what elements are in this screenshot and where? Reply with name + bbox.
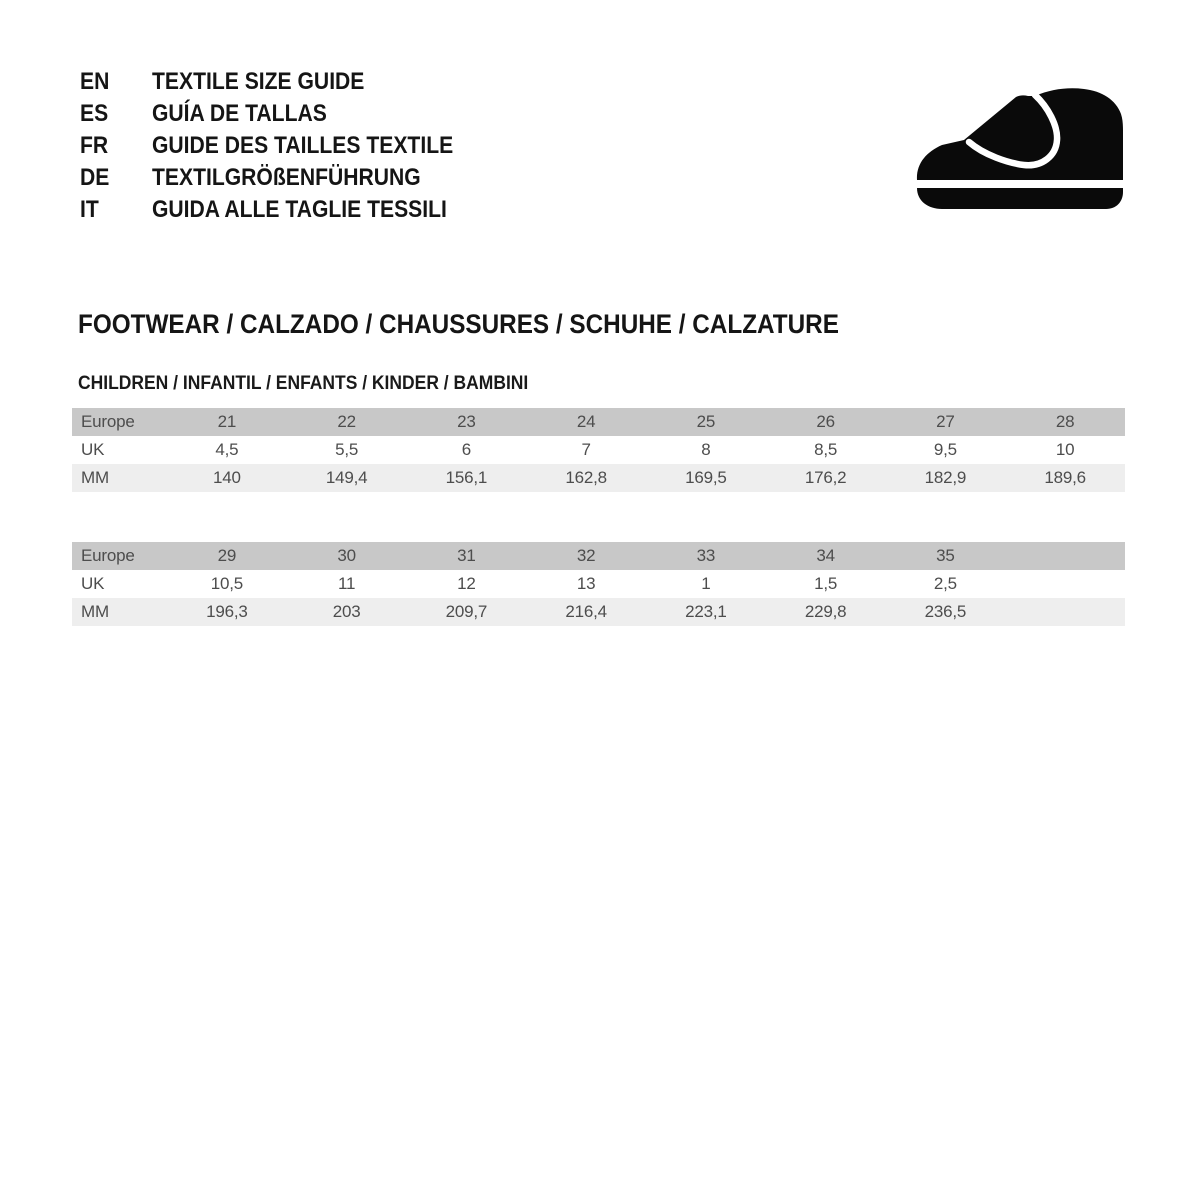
language-code: DE bbox=[80, 164, 110, 191]
table-row-uk bbox=[72, 436, 1125, 464]
size-cell: 189,6 bbox=[1005, 464, 1125, 492]
size-cell: 6 bbox=[407, 436, 527, 464]
size-cell: 162,8 bbox=[526, 464, 646, 492]
children-shoe-icon bbox=[916, 76, 1124, 211]
row-label: MM bbox=[72, 598, 167, 626]
size-cell: 203 bbox=[287, 598, 407, 626]
size-cell bbox=[1005, 598, 1125, 626]
size-cell: 229,8 bbox=[766, 598, 886, 626]
size-cell: 10 bbox=[1005, 436, 1125, 464]
language-title: GUIDE DES TAILLES TEXTILE bbox=[152, 132, 454, 159]
children-size-table-1 bbox=[72, 408, 1125, 492]
size-cell: 4,5 bbox=[167, 436, 287, 464]
size-cell: 33 bbox=[646, 542, 766, 570]
size-cell: 35 bbox=[886, 542, 1006, 570]
size-cell: 30 bbox=[287, 542, 407, 570]
language-line bbox=[80, 98, 494, 130]
row-label: UK bbox=[72, 436, 167, 464]
size-cell: 8,5 bbox=[766, 436, 886, 464]
size-cell bbox=[1005, 570, 1125, 598]
size-cell: 182,9 bbox=[886, 464, 1006, 492]
row-label: UK bbox=[72, 570, 167, 598]
table-row-mm bbox=[72, 464, 1125, 492]
size-cell: 209,7 bbox=[407, 598, 527, 626]
table-row-uk bbox=[72, 570, 1125, 598]
language-code: ES bbox=[80, 100, 109, 127]
size-cell: 32 bbox=[526, 542, 646, 570]
size-cell: 21 bbox=[167, 408, 287, 436]
size-cell: 196,3 bbox=[167, 598, 287, 626]
section-title: FOOTWEAR / CALZADO / CHAUSSURES / SCHUHE / CALZATURE bbox=[78, 309, 839, 339]
language-title: TEXTILE SIZE GUIDE bbox=[152, 68, 365, 95]
language-line bbox=[80, 66, 494, 98]
size-cell: 25 bbox=[646, 408, 766, 436]
size-cell: 12 bbox=[407, 570, 527, 598]
language-code: IT bbox=[80, 196, 99, 223]
subsection-title: CHILDREN / INFANTIL / ENFANTS / KINDER / BAMBINI bbox=[78, 373, 529, 394]
row-label: Europe bbox=[72, 542, 167, 570]
size-cell: 216,4 bbox=[526, 598, 646, 626]
size-cell: 22 bbox=[287, 408, 407, 436]
table-row-europe bbox=[72, 542, 1125, 570]
size-cell: 2,5 bbox=[886, 570, 1006, 598]
language-line bbox=[80, 130, 494, 162]
size-cell: 31 bbox=[407, 542, 527, 570]
size-cell: 29 bbox=[167, 542, 287, 570]
size-cell: 34 bbox=[766, 542, 886, 570]
size-cell: 7 bbox=[526, 436, 646, 464]
size-cell: 10,5 bbox=[167, 570, 287, 598]
size-cell: 26 bbox=[766, 408, 886, 436]
size-cell: 8 bbox=[646, 436, 766, 464]
language-title: GUIDA ALLE TAGLIE TESSILI bbox=[152, 196, 447, 223]
size-cell: 5,5 bbox=[287, 436, 407, 464]
language-line bbox=[80, 162, 494, 194]
size-cell: 13 bbox=[526, 570, 646, 598]
size-cell: 23 bbox=[407, 408, 527, 436]
row-label: MM bbox=[72, 464, 167, 492]
row-label: Europe bbox=[72, 408, 167, 436]
children-size-table-2 bbox=[72, 542, 1125, 626]
language-title-block bbox=[80, 66, 494, 226]
size-cell: 149,4 bbox=[287, 464, 407, 492]
size-cell: 223,1 bbox=[646, 598, 766, 626]
language-code: EN bbox=[80, 68, 110, 95]
size-cell bbox=[1005, 542, 1125, 570]
table-row-mm bbox=[72, 598, 1125, 626]
size-cell: 11 bbox=[287, 570, 407, 598]
size-cell: 1,5 bbox=[766, 570, 886, 598]
size-cell: 140 bbox=[167, 464, 287, 492]
language-line bbox=[80, 194, 494, 226]
size-cell: 24 bbox=[526, 408, 646, 436]
table-row-europe bbox=[72, 408, 1125, 436]
size-cell: 156,1 bbox=[407, 464, 527, 492]
size-cell: 169,5 bbox=[646, 464, 766, 492]
language-title: GUÍA DE TALLAS bbox=[152, 100, 327, 127]
language-title: TEXTILGRÖßENFÜHRUNG bbox=[152, 164, 421, 191]
size-cell: 27 bbox=[886, 408, 1006, 436]
size-cell: 236,5 bbox=[886, 598, 1006, 626]
size-cell: 1 bbox=[646, 570, 766, 598]
size-cell: 28 bbox=[1005, 408, 1125, 436]
language-code: FR bbox=[80, 132, 109, 159]
size-cell: 9,5 bbox=[886, 436, 1006, 464]
size-cell: 176,2 bbox=[766, 464, 886, 492]
